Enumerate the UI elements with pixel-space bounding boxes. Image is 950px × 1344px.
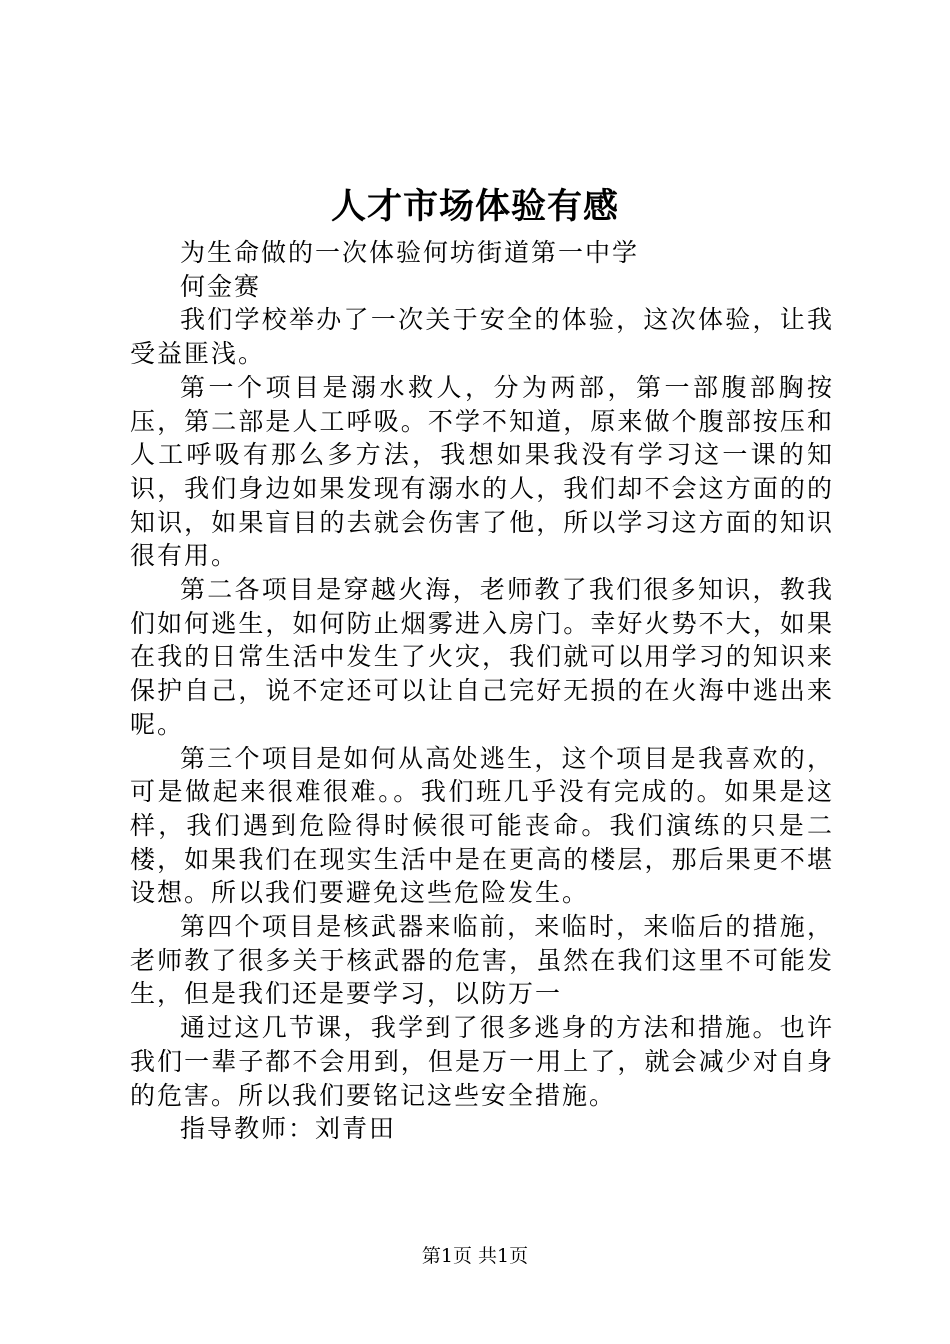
- subtitle-paragraph: 为生命做的一次体验何坊街道第一中学: [180, 238, 640, 267]
- body-paragraph: 第二各项目是穿越火海，老师教了我们很多知识，教我们如何逃生，如何防止烟雾进入房门。幸好火势不大，如果在我的日常生活中发生了火灾，我们就可以用学习的知识来保护自己，说不定还可以让自己完好无损的在火海中逃出来呢。: [130, 575, 834, 739]
- body-paragraph: 第三个项目是如何从高处逃生，这个项目是我喜欢的，可是做起来很难很难。。我们班几乎没有完成的。如果是这样，我们遇到危险得时候很可能丧命。我们演练的只是二楼，如果我们在现实生活中是在更高的楼层，那后果更不堪设想。所以我们要避免这些危险发生。: [130, 743, 834, 908]
- document-title: 人才市场体验有感: [330, 186, 619, 227]
- body-paragraph: 第一个项目是溺水救人，分为两部，第一部腹部胸按压，第二部是人工呼吸。不学不知道，原来做个腹部按压和人工呼吸有那么多方法，我想如果我没有学习这一课的知识，我们身边如果发现有溺水的人，我们却不会这方面的的知识，如果盲目的去就会伤害了他，所以学习这方面的知识很有用。: [130, 372, 834, 571]
- document-body: [130, 236, 834, 1146]
- body-paragraph: 我们学校举办了一次关于安全的体验，这次体验，让我受益匪浅。: [130, 305, 834, 369]
- body-paragraph: 第四个项目是核武器来临前，来临时，来临后的措施，老师教了很多关于核武器的危害，虽然在我们这里不可能发生，但是我们还是要学习，以防万一: [130, 912, 834, 1009]
- page-footer: 第1页 共1页: [421, 1245, 529, 1267]
- advisor-paragraph: 指导教师：刘青田: [180, 1114, 397, 1144]
- author-paragraph: 何金赛: [180, 271, 262, 301]
- body-paragraph: 通过这几节课，我学到了很多逃身的方法和措施。也许我们一辈子都不会用到，但是万一用上了，就会减少对自身的危害。所以我们要铭记这些安全措施。: [130, 1013, 834, 1110]
